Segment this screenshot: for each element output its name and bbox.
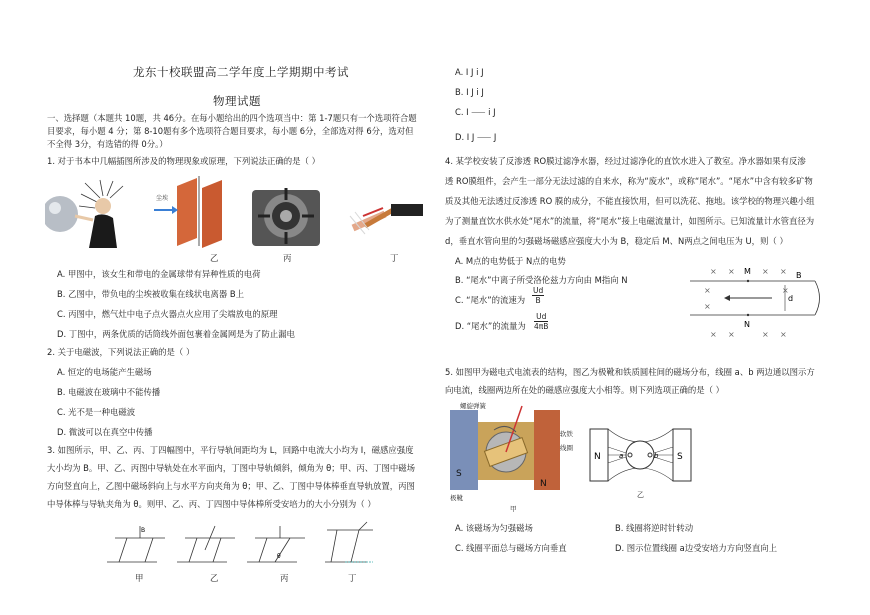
section-instructions-line-1: 一、选择题（本题共 10题，共 46分。在每小题给出的四个选项当中：第 1-7题只有一个选项符合题 [47, 113, 417, 123]
q3-option-a: A. I J i J [455, 67, 484, 77]
q4-cross: × [704, 286, 711, 295]
q1-dust-label: 尘埃 [156, 195, 169, 202]
q4-option-c-fraction [532, 286, 544, 305]
q5-option-b: B. 线圈将逆时针转动 [615, 523, 694, 533]
q4-line-4: 为了测量直饮水供水处“尾水”的流量，将“尾水”接上电磁流量计，如图所示。已知流量计水管直径为 [445, 216, 815, 226]
q4-line-5: d，垂直水管向里的匀强磁场磁感应强度大小为 B，稳定后 M、N两点之间电压为 U，则（ ） [445, 236, 788, 246]
q1-figure-ding [345, 186, 425, 241]
q4-cross: × [762, 267, 769, 276]
q2-option-c: C. 光不是一种电磁波 [57, 407, 136, 417]
q4-cross: × [780, 267, 787, 276]
q5-label-pole: 极靴 [450, 494, 463, 502]
q3-option-d: D. I J ⸺ J [455, 132, 497, 142]
q4-line-3: 质及其他无法透过反渗透 RO 膜的成分，不能直接饮用，但可以洗花、拖地。该学校的物理兴趣小组 [445, 196, 815, 206]
q2-option-d: D. 微波可以在真空中传播 [57, 427, 153, 437]
q1-option-c: C. 丙图中，燃气灶中电子点火器点火应用了尖端放电的原理 [57, 309, 278, 319]
q1-label-bing: 丙 [283, 253, 292, 263]
q1-stem: 1. 对于书本中几幅插图所涉及的物理现象或原理，下列说法正确的是（ ） [47, 156, 320, 166]
q4-cross: × [728, 267, 735, 276]
exam-title: 龙东十校联盟高二学年度上学期期中考试 [133, 65, 349, 79]
q4-cross: × [728, 330, 735, 339]
q3-line-4: 中导体棒与导轨夹角为 θ。则甲、乙、丙、丁四图中导体棒所受安培力的大小分别为（ ） [47, 499, 376, 509]
q3-option-b: B. I J i J [455, 87, 484, 97]
q5-option-a: A. 该磁场为匀强磁场 [455, 523, 533, 533]
q4-cross: × [780, 330, 787, 339]
q4-line-2: 透 RO膜组件，会产生一部分无法过滤的自来水，称为“废水”，或称“尾水”。“尾水”中含有较多矿物 [445, 176, 813, 186]
q4-option-b: B. “尾水”中离子所受洛伦兹力方向由 M指向 N [455, 275, 628, 285]
q1-figure-jia [45, 178, 140, 250]
q4-cross: × [710, 267, 717, 276]
q3-line-2: 大小均为 B。甲、乙、丙图中导轨处在水平面内，丁图中导轨倾斜，倾角为 θ；甲、丙、丁图中磁场 [47, 463, 415, 473]
q4-d-denominator: 4πB [534, 322, 549, 331]
q1-label-yi: 乙 [210, 253, 219, 263]
q4-cross: × [762, 330, 769, 339]
q3-figures [105, 520, 385, 572]
q3-theta-symbol: θ [277, 553, 281, 560]
q5-yi-n: N [594, 452, 601, 462]
q1-figure-yi [152, 176, 234, 254]
q4-option-d: D. “尾水”的流量为 [455, 321, 526, 331]
q3-line-3: 方向竖直向上，乙图中磁场斜向上与水平方向夹角为 θ；甲、乙、丁图中导体棒垂直导轨放置，丙图 [47, 481, 415, 491]
q1-label-ding: 丁 [390, 253, 399, 263]
section-instructions-line-2: 目要求，每小题 4 分；第 8-10题有多个选项符合题目要求，每小题 6分，全部选对得 6分，选对但 [47, 126, 414, 136]
q5-line-1: 5. 如图甲为磁电式电流表的结构，图乙为极靴和铁质圆柱间的磁场分布，线圈 a、b 两边通以图示方 [445, 367, 815, 377]
q5-label-yi: 乙 [637, 491, 644, 499]
exam-subtitle: 物理试题 [213, 94, 261, 108]
q4-c-denominator: B [535, 296, 541, 305]
q4-label-b: B [796, 271, 802, 280]
q3-line-1: 3. 如图所示，甲、乙、丙、丁四幅图中，平行导轨间距均为 L，回路中电流大小均为 I，磁感应强度 [47, 445, 414, 455]
q5-label-core: 软铁 [560, 430, 573, 438]
q5-jia-n: N [540, 479, 547, 489]
section-instructions-line-3: 不全得 3分，有选错的得 0分。） [47, 139, 168, 149]
q1-option-d: D. 丁图中，两条优质的话筒线外面包裹着金属网是为了防止漏电 [57, 329, 295, 339]
q5-yi-a: a [619, 452, 624, 460]
q3-label-yi: 乙 [210, 573, 219, 583]
q1-option-b: B. 乙图中，带负电的尘埃被收集在线状电离器 B上 [57, 289, 244, 299]
q4-line-1: 4. 某学校安装了反渗透 RO膜过滤净水器，经过过滤净化的直饮水进入了教室。净水器如果有反渗 [445, 156, 806, 166]
q1-option-a: A. 甲图中，该女生和带电的金属球带有异种性质的电荷 [57, 269, 261, 279]
q5-jia-s: S [456, 469, 462, 479]
q3-label-bing: 丙 [280, 573, 289, 583]
q4-flowmeter-figure [690, 263, 830, 343]
q5-line-2: 向电流，线圈两边所在处的磁感应强度大小相等。则下列选项正确的是（ ） [445, 385, 725, 395]
q4-cross: × [710, 330, 717, 339]
q5-label-jia: 甲 [510, 505, 517, 513]
q4-d-numerator: Ud [534, 312, 548, 322]
q5-option-c: C. 线圈平面总与磁场方向垂直 [455, 543, 567, 553]
q4-option-d-fraction [534, 312, 548, 331]
q2-option-b: B. 电磁波在玻璃中不能传播 [57, 387, 161, 397]
q3-label-jia: 甲 [135, 573, 144, 583]
q4-label-n: N [744, 320, 750, 329]
q5-label-coil: 线圈 [560, 444, 573, 452]
q4-cross: × [704, 302, 711, 311]
q5-option-d: D. 图示位置线圈 a边受安培力方向竖直向上 [615, 543, 777, 553]
q2-stem: 2. 关于电磁波，下列说法正确的是（ ） [47, 347, 195, 357]
q4-option-a: A. M点的电势低于 N点的电势 [455, 256, 566, 266]
q4-label-d: d [788, 294, 794, 303]
q3-label-ding: 丁 [348, 573, 357, 583]
q5-figure-yi [588, 425, 693, 485]
q4-option-c: C. “尾水”的流速为 [455, 295, 526, 305]
q5-figure-jia [450, 400, 562, 512]
q3-b-symbol: B [141, 527, 146, 534]
q4-cross: × [782, 286, 789, 295]
q5-label-spring: 螺旋弹簧 [460, 402, 486, 410]
q2-option-a: A. 恒定的电场能产生磁场 [57, 367, 152, 377]
q5-yi-s: S [677, 452, 683, 462]
q3-option-c: C. I ⸺ i J [455, 107, 496, 117]
q4-c-numerator: Ud [533, 286, 544, 295]
q4-label-m: M [744, 267, 751, 276]
q5-yi-b: b [654, 452, 659, 460]
q1-figure-bing [250, 180, 322, 248]
